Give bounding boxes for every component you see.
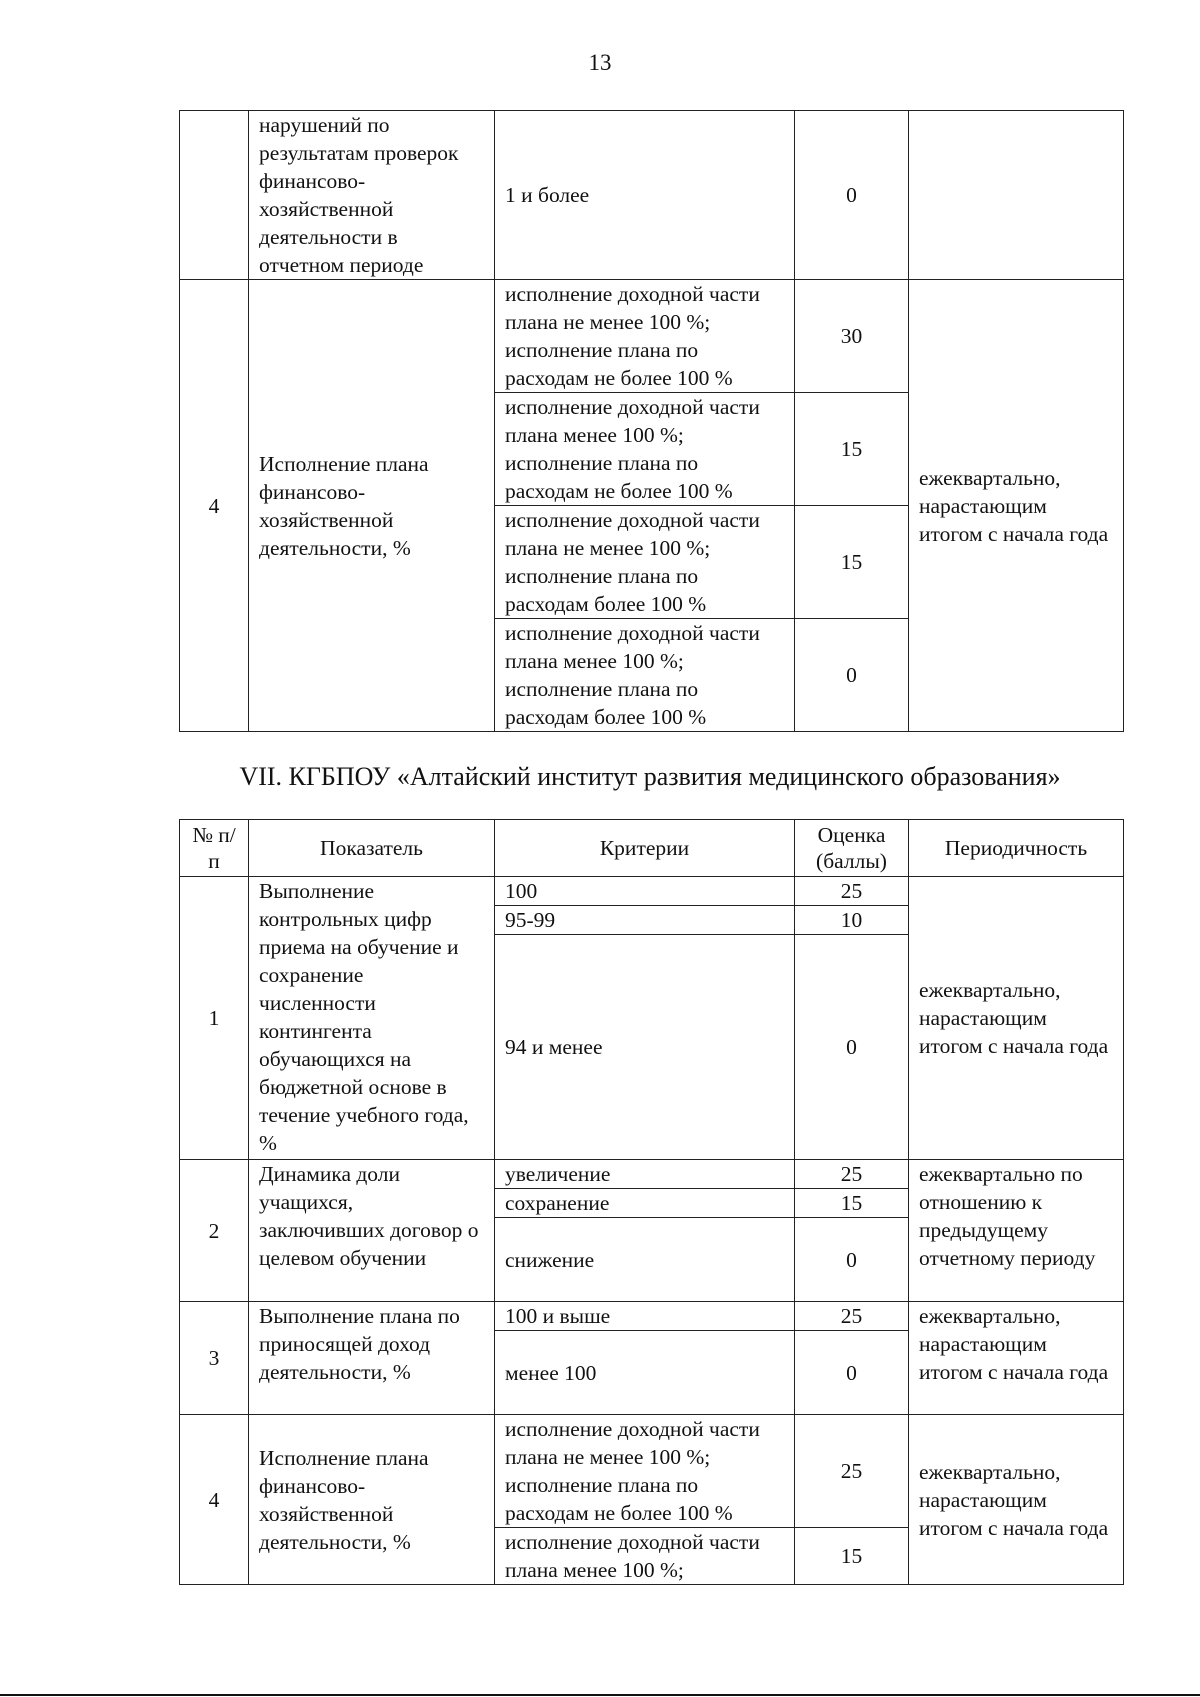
row-number-cell: 2 [180, 1160, 249, 1302]
score-cell: 25 [795, 877, 909, 906]
header-score: Оценка (баллы) [795, 820, 909, 877]
score-cell: 0 [795, 1331, 909, 1415]
score-cell: 10 [795, 906, 909, 935]
period-cell: ежеквартально, нарастающим итогом с начала года [909, 877, 1124, 1160]
indicator-cell: Исполнение плана финансово-хозяйственной деятельности, % [249, 1415, 495, 1585]
criterion-cell: 100 [495, 877, 795, 906]
score-cell: 15 [795, 1189, 909, 1218]
indicator-cell: Динамика доли учащихся, заключивших договор о целевом обучении [249, 1160, 495, 1302]
row-number-cell [180, 111, 249, 280]
header-period: Периодичность [909, 820, 1124, 877]
criterion-cell: сохранение [495, 1189, 795, 1218]
criterion-cell: увеличение [495, 1160, 795, 1189]
indicator-cell: Выполнение контрольных цифр приема на обучение и сохранение численности контингента обучающихся на бюджетной основе в течение учебного года, % [249, 877, 495, 1160]
score-cell: 15 [795, 506, 909, 619]
period-cell: ежеквартально, нарастающим итогом с начала года [909, 1302, 1124, 1415]
criterion-cell: 1 и более [495, 111, 795, 280]
score-cell: 0 [795, 111, 909, 280]
row-number-cell: 1 [180, 877, 249, 1160]
score-cell: 25 [795, 1415, 909, 1528]
criterion-cell: исполнение доходной части плана менее 100 %; [495, 1528, 795, 1585]
criterion-cell: исполнение доходной части плана не менее 100 %; исполнение плана по расходам более 100 % [495, 506, 795, 619]
table-row [180, 877, 1124, 906]
section-title: VII. КГБПОУ «Алтайский институт развития медицинского образования» [239, 762, 1061, 791]
table-row [180, 111, 1124, 280]
criterion-cell: 100 и выше [495, 1302, 795, 1331]
criterion-cell: исполнение доходной части плана не менее 100 %; исполнение плана по расходам не более 100 % [495, 1415, 795, 1528]
score-cell: 15 [795, 393, 909, 506]
period-cell: ежеквартально, нарастающим итогом с начала года [909, 1415, 1124, 1585]
criterion-cell: исполнение доходной части плана менее 100 %; исполнение плана по расходам не более 100 % [495, 393, 795, 506]
table-row [180, 1160, 1124, 1189]
row-number-cell: 3 [180, 1302, 249, 1415]
bottom-rule [0, 1694, 1200, 1696]
score-cell: 0 [795, 619, 909, 732]
criterion-cell: снижение [495, 1218, 795, 1302]
indicator-cell: Исполнение плана финансово-хозяйственной деятельности, % [249, 280, 495, 732]
score-cell: 25 [795, 1160, 909, 1189]
period-cell [909, 111, 1124, 280]
header-indicator: Показатель [249, 820, 495, 877]
row-number-cell: 4 [180, 1415, 249, 1585]
criterion-cell: исполнение доходной части плана менее 100 %; исполнение плана по расходам более 100 % [495, 619, 795, 732]
score-cell: 30 [795, 280, 909, 393]
indicators-table [179, 819, 1124, 1585]
criterion-cell: исполнение доходной части плана не менее 100 %; исполнение плана по расходам не более 100 % [495, 280, 795, 393]
period-cell: ежеквартально по отношению к предыдущему отчетному периоду [909, 1160, 1124, 1302]
header-num: № п/п [180, 820, 249, 877]
table-row [180, 1302, 1124, 1331]
score-cell: 25 [795, 1302, 909, 1331]
indicator-cell: нарушений по результатам проверок финансово-хозяйственной деятельности в отчетном периоде [249, 111, 495, 280]
score-cell: 15 [795, 1528, 909, 1585]
criterion-cell: 95-99 [495, 906, 795, 935]
score-cell: 0 [795, 1218, 909, 1302]
table-row [180, 1415, 1124, 1528]
table-header-row [180, 820, 1124, 877]
period-cell: ежеквартально, нарастающим итогом с начала года [909, 280, 1124, 732]
score-cell: 0 [795, 935, 909, 1160]
header-criteria: Критерии [495, 820, 795, 877]
indicator-cell: Выполнение плана по приносящей доход деятельности, % [249, 1302, 495, 1415]
criterion-cell: менее 100 [495, 1331, 795, 1415]
row-number-cell: 4 [180, 280, 249, 732]
table-continuation [179, 110, 1124, 732]
criterion-cell: 94 и менее [495, 935, 795, 1160]
page-number: 13 [588, 50, 612, 75]
table-row [180, 280, 1124, 393]
